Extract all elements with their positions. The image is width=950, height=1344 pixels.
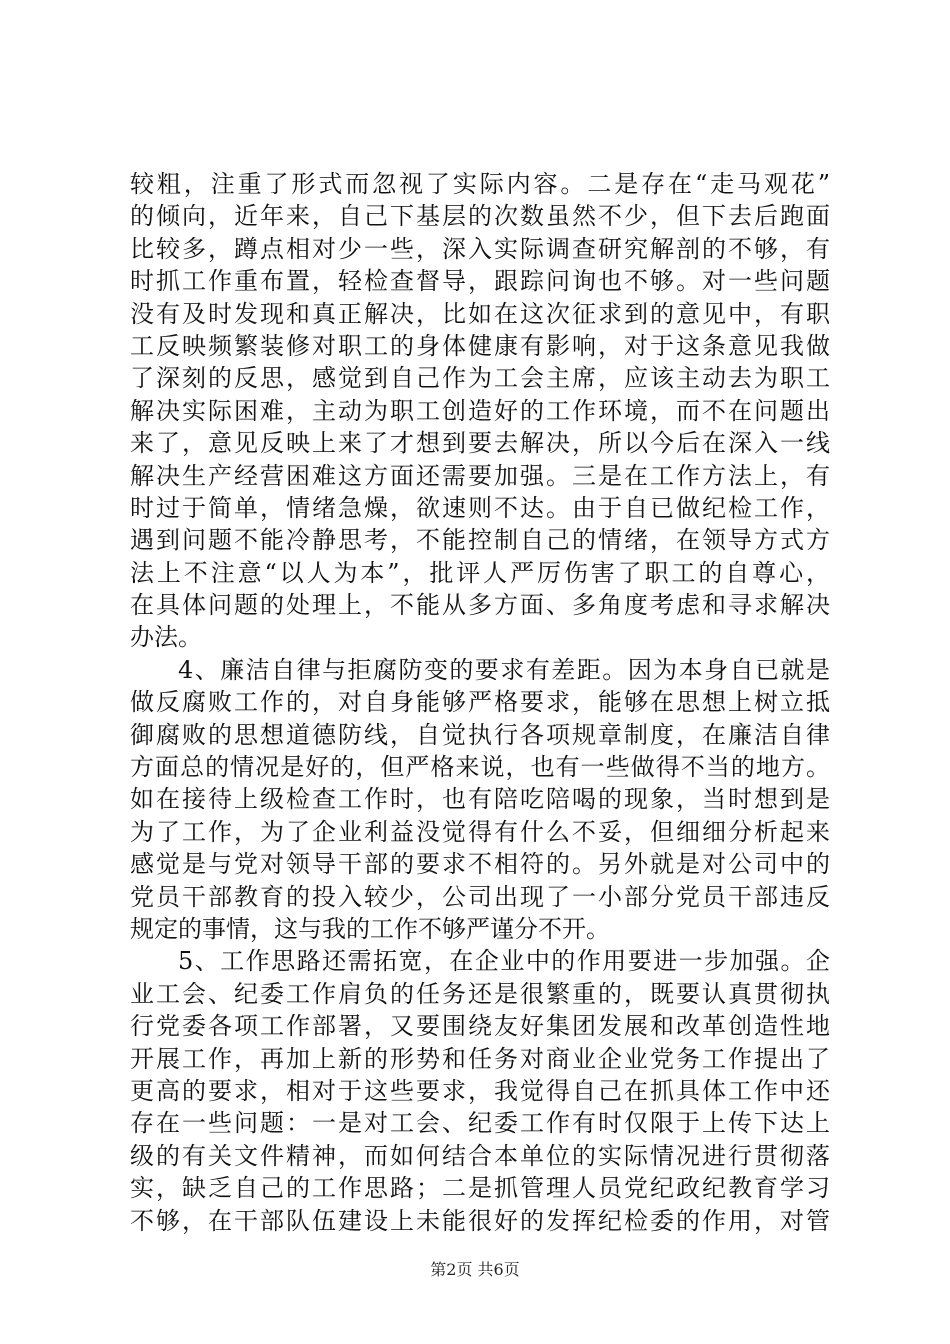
paragraph-5-first-line: 5、工作思路还需拓宽，在企业中的作用要进一步加强。企 <box>178 947 830 976</box>
text-line: 行党委各项工作部署，又要围绕友好集团发展和改革创造性地 <box>130 1012 830 1041</box>
text-line: 工反映频繁装修对职工的身体健康有影响，对于这条意见我做 <box>130 331 830 360</box>
text-line: 时抓工作重布置，轻检查督导，跟踪问询也不够。对一些问题 <box>130 267 830 296</box>
text-line: 解决生产经营困难这方面还需要加强。三是在工作方法上，有 <box>130 461 830 490</box>
page-footer: 第2页 共6页 <box>430 1260 520 1279</box>
text-line: 存在一些问题：一是对工会、纪委工作有时仅限于上传下达上 <box>130 1109 830 1138</box>
text-line: 来了，意见反映上来了才想到要去解决，所以今后在深入一线 <box>130 429 830 458</box>
text-line: 级的有关文件精神，而如何结合本单位的实际情况进行贯彻落 <box>130 1141 830 1170</box>
text-line: 如在接待上级检查工作时，也有陪吃陪喝的现象，当时想到是 <box>130 785 830 814</box>
text-line: 开展工作，再加上新的形势和任务对商业企业党务工作提出了 <box>130 1044 830 1073</box>
text-line: 没有及时发现和真正解决，比如在这次征求到的意见中，有职 <box>130 299 830 328</box>
text-line: 遇到问题不能冷静思考，不能控制自己的情绪，在领导方式方 <box>130 526 830 555</box>
text-line: 更高的要求，相对于这些要求，我觉得自己在抓具体工作中还 <box>130 1076 830 1105</box>
text-line: 业工会、纪委工作肩负的任务还是很繁重的，既要认真贯彻执 <box>130 979 830 1008</box>
text-line: 办法。 <box>130 623 202 652</box>
text-line: 不够，在干部队伍建设上未能很好的发挥纪检委的作用，对管 <box>130 1206 830 1235</box>
text-line: 时过于简单，情绪急燥，欲速则不达。由于自已做纪检工作， <box>130 493 830 522</box>
paragraph-4-first-line: 4、廉洁自律与拒腐防变的要求有差距。因为本身自已就是 <box>178 655 830 684</box>
text-line: 法上不注意“以人为本”，批评人严厉伤害了职工的自尊心， <box>130 558 830 587</box>
text-line: 比较多，蹲点相对少一些，深入实际调查研究解剖的不够，有 <box>130 234 830 263</box>
body-text <box>130 168 830 1237</box>
text-line: 较粗，注重了形式而忽视了实际内容。二是存在“走马观花” <box>130 170 830 198</box>
text-line: 御腐败的思想道德防线，自觉执行各项规章制度，在廉洁自律 <box>130 720 830 749</box>
text-line: 做反腐败工作的，对自身能够严格要求，能够在思想上树立抵 <box>130 688 830 717</box>
text-line: 的倾向，近年来，自己下基层的次数虽然不少，但下去后跑面 <box>130 202 830 231</box>
text-line: 感觉是与党对领导干部的要求不相符的。另外就是对公司中的 <box>130 850 830 879</box>
text-line: 为了工作，为了企业利益没觉得有什么不妥，但细细分析起来 <box>130 817 830 846</box>
text-line: 解决实际困难，主动为职工创造好的工作环境，而不在问题出 <box>130 396 830 425</box>
text-line: 在具体问题的处理上，不能从多方面、多角度考虑和寻求解决 <box>130 591 830 620</box>
text-line: 党员干部教育的投入较少，公司出现了一小部分党员干部违反 <box>130 882 830 911</box>
text-line: 了深刻的反思，感觉到自己作为工会主席，应该主动去为职工 <box>130 364 830 393</box>
text-line: 实，缺乏自己的工作思路；二是抓管理人员党纪政纪教育学习 <box>130 1174 830 1203</box>
text-line: 规定的事情，这与我的工作不够严谨分不开。 <box>130 914 610 943</box>
text-line: 方面总的情况是好的，但严格来说，也有一些做得不当的地方。 <box>130 753 830 782</box>
